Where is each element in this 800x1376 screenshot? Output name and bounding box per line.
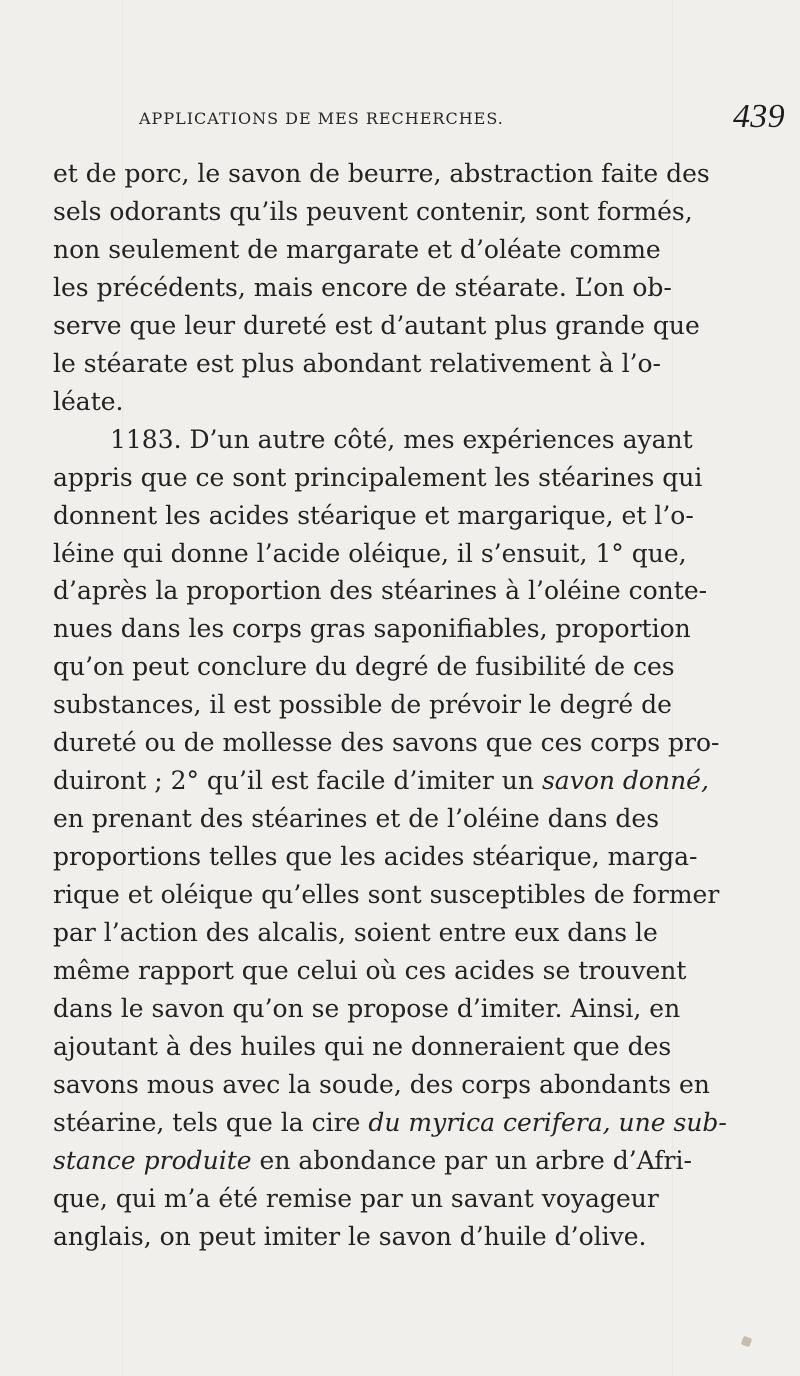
text-line: substances, il est possible de prévoir le degré de bbox=[53, 690, 672, 720]
italic-term: savon donné, bbox=[541, 766, 709, 796]
text-line: léate. bbox=[53, 386, 124, 416]
text-fragment: stéarine, tels que la cire bbox=[53, 1107, 361, 1137]
text-line: dans le savon qu’on se propose d’imiter. Ainsi, en bbox=[53, 993, 681, 1023]
italic-term: stance produite bbox=[53, 1145, 252, 1175]
text-line: même rapport que celui où ces acides se trouvent bbox=[53, 956, 687, 986]
scan-artifact bbox=[122, 0, 123, 1376]
text-line: dureté ou de mollesse des savons que ces corps pro- bbox=[53, 728, 720, 758]
text-line: anglais, on peut imiter le savon d’huile d’olive. bbox=[53, 1221, 647, 1251]
text-line bbox=[53, 1142, 692, 1180]
text-line: par l’action des alcalis, soient entre eux dans le bbox=[53, 918, 658, 948]
text-line: serve que leur dureté est d’autant plus grande que bbox=[53, 310, 700, 340]
body-text bbox=[53, 155, 727, 1256]
text-line: non seulement de margarate et d’oléate comme bbox=[53, 234, 661, 264]
text-line: les précédents, mais encore de stéarate. L’on ob- bbox=[53, 272, 672, 302]
page-number: 439 bbox=[733, 98, 785, 135]
text-line: nues dans les corps gras saponifiables, proportion bbox=[53, 614, 691, 644]
italic-term: du myrica cerifera, une sub- bbox=[368, 1107, 727, 1137]
text-line: sels odorants qu’ils peuvent contenir, sont formés, bbox=[53, 196, 693, 226]
scan-artifact bbox=[672, 0, 673, 1376]
text-line: appris que ce sont principalement les stéarines qui bbox=[53, 462, 703, 492]
paragraph-start-line: 1183. D’un autre côté, mes expériences ayant bbox=[110, 424, 693, 454]
text-line: le stéarate est plus abondant relativement à l’o- bbox=[53, 348, 662, 378]
text-line: savons mous avec la soude, des corps abondants en bbox=[53, 1069, 710, 1099]
text-fragment: duiront ; 2° qu’il est facile d’imiter un bbox=[53, 766, 535, 796]
text-line: donnent les acides stéarique et margarique, et l’o- bbox=[53, 500, 694, 530]
text-line bbox=[53, 1104, 727, 1142]
text-line: d’après la proportion des stéarines à l’oléine conte- bbox=[53, 576, 708, 606]
text-line: proportions telles que les acides stéarique, marga- bbox=[53, 842, 698, 872]
text-fragment: en abondance par un arbre d’Afri- bbox=[259, 1145, 692, 1175]
page-header bbox=[139, 98, 785, 149]
text-line bbox=[53, 762, 709, 800]
text-line: léine qui donne l’acide oléique, il s’ensuit, 1° que, bbox=[53, 538, 687, 568]
running-title: APPLICATIONS DE MES RECHERCHES. bbox=[139, 109, 504, 128]
text-line: en prenant des stéarines et de l’oléine dans des bbox=[53, 804, 660, 834]
text-line: ajoutant à des huiles qui ne donneraient que des bbox=[53, 1031, 672, 1061]
text-line: qu’on peut conclure du degré de fusibilité de ces bbox=[53, 652, 675, 682]
text-line: rique et oléique qu’elles sont susceptibles de former bbox=[53, 880, 720, 910]
text-line: que, qui m’a été remise par un savant voyageur bbox=[53, 1183, 659, 1213]
ink-mark bbox=[741, 1336, 753, 1348]
text-line: et de porc, le savon de beurre, abstraction faite des bbox=[53, 159, 710, 188]
